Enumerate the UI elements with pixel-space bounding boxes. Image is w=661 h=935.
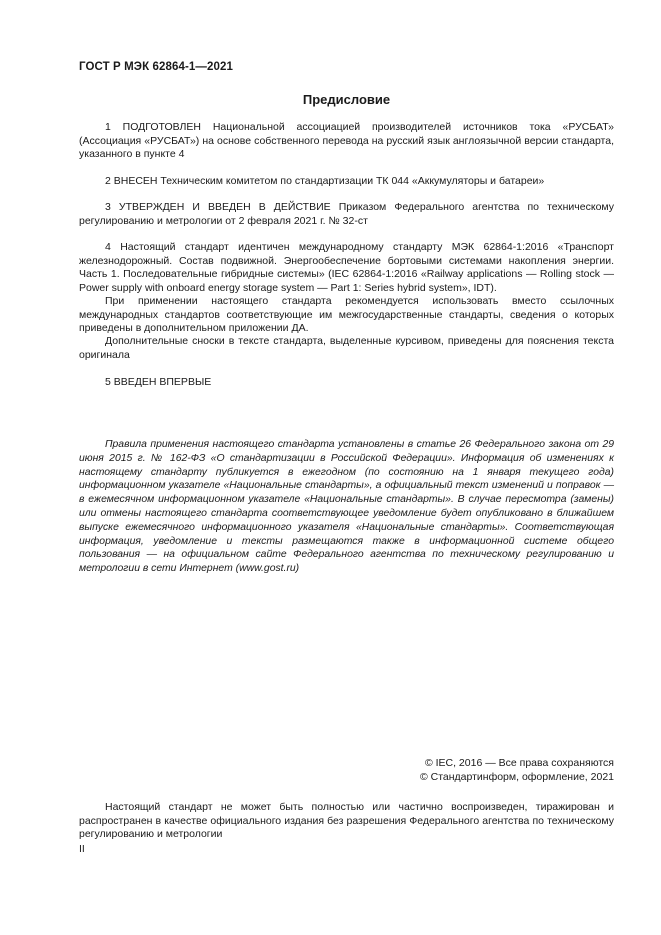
- document-header-id: ГОСТ Р МЭК 62864-1—2021: [79, 61, 233, 73]
- page-title: Предисловие: [302, 92, 391, 107]
- paragraph-identical-standard: 4 Настоящий стандарт идентичен международному стандарту МЭК 62864-1:2016 «Транспорт железнодорожный. Состав подвижной. Энергообеспечение бортовыми системами накопления энергии. Часть 1. Последовательные гибридные системы» (IEC 62864-1:2016 «Railway applications — Rolling stock — Power supply with onboard energy storage system — Part 1: Series hybrid system», IDT).: [79, 241, 614, 294]
- paragraph-introduced-first: 5 ВВЕДЕН ВПЕРВЫЕ: [105, 376, 212, 388]
- paragraph-references-note: При применении настоящего стандарта рекомендуется использовать вместо ссылочных международных стандартов соответствующие им межгосударственные стандарты, сведения о которых приведены в дополнительном приложении ДА.: [79, 295, 614, 335]
- copyright-standartinform: © Стандартинформ, оформление, 2021: [419, 771, 614, 783]
- paragraph-approved: 3 УТВЕРЖДЕН И ВВЕДЕН В ДЕЙСТВИЕ Приказом Федерального агентства по техническому регулированию и метрологии от 2 февраля 2021 г. № 32-ст: [79, 201, 614, 227]
- reproduction-notice: Настоящий стандарт не может быть полностью или частично воспроизведен, тиражирован и распространен в качестве официального издания без разрешения Федерального агентства по техническому регулированию и метрологии: [79, 801, 614, 841]
- application-rules-notice: Правила применения настоящего стандарта установлены в статье 26 Федерального закона от 29 июня 2015 г. № 162-ФЗ «О стандартизации в Российской Федерации». Информация об изменениях к настоящему стандарту публикуется в ежегодном (по состоянию на 1 января текущего года) информационном указателе «Национальные стандарты», а официальный текст изменений и поправок — в ежемесячном информационном указателе «Национальные стандарты». В случае пересмотра (замены) или отмены настоящего стандарта соответствующее уведомление будет опубликовано в ближайшем выпуске ежемесячного информационного указателя «Национальные стандарты». Соответствующая информация, уведомление и тексты размещаются также в информационной системе общего пользования — на официальном сайте Федерального агентства по техническому регулированию и метрологии в сети Интернет (www.gost.ru): [79, 439, 614, 575]
- paragraph-footnotes-note: Дополнительные сноски в тексте стандарта, выделенные курсивом, приведены для пояснения текста оригинала: [79, 335, 614, 361]
- paragraph-submitted-by: 2 ВНЕСЕН Техническим комитетом по стандартизации ТК 044 «Аккумуляторы и батареи»: [105, 175, 545, 187]
- paragraph-prepared-by: 1 ПОДГОТОВЛЕН Национальной ассоциацией производителей источников тока «РУСБАТ» (Ассоциация «РУСБАТ») на основе собственного перевода на русский язык англоязычной версии стандарта, указанного в пункте 4: [79, 121, 614, 161]
- copyright-iec: © IEC, 2016 — Все права сохраняются: [424, 757, 614, 769]
- page-number: II: [79, 843, 85, 855]
